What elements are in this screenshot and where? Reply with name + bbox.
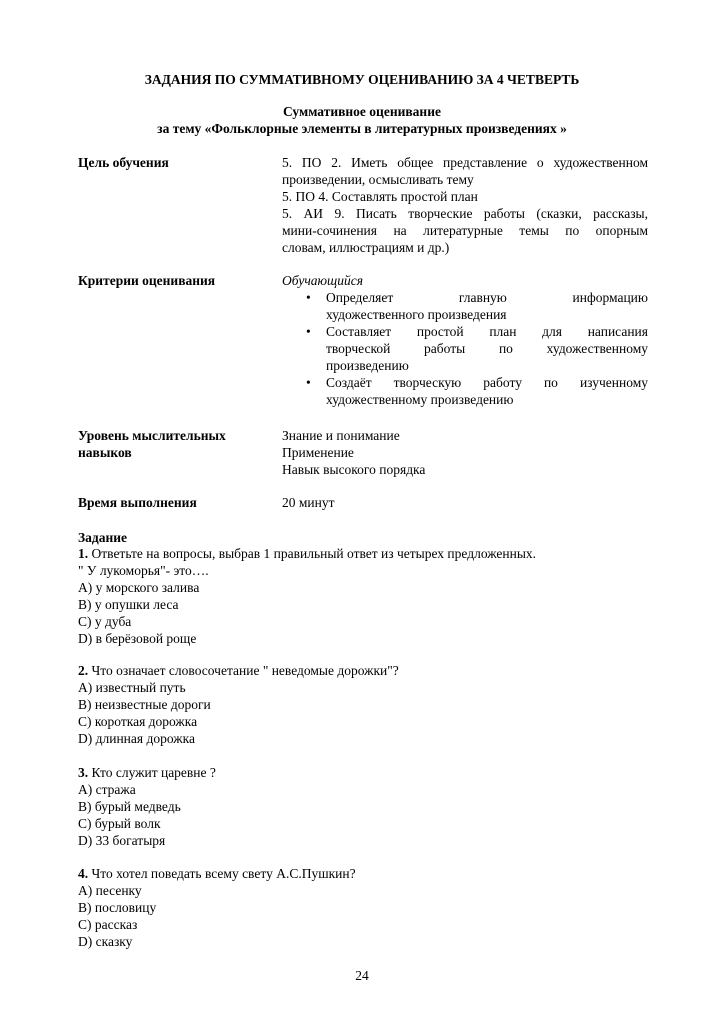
- answer-option: А) у морского залива: [78, 580, 200, 595]
- question-text: [78, 764, 648, 781]
- question-number: 3.: [78, 765, 89, 780]
- answer-option: С) бурый волк: [78, 816, 161, 831]
- answer-option: А) песенку: [78, 883, 142, 898]
- subtitle: Суммативное оценивание: [283, 104, 441, 119]
- criteria-line: произведению: [326, 358, 409, 373]
- goals-line: словам, иллюстрациям и др.): [282, 240, 450, 255]
- page-title: ЗАДАНИЯ ПО СУММАТИВНОМУ ОЦЕНИВАНИЮ ЗА 4 ЧЕТВЕРТЬ: [144, 72, 580, 87]
- answer-option: В) бурый медведь: [78, 799, 181, 814]
- level-item: Знание и понимание: [282, 428, 400, 443]
- criteria-line: художественному произведению: [326, 392, 514, 407]
- goals-line: 5. ПО 2. Иметь общее представление о художественном: [282, 155, 648, 170]
- bullet-icon: •: [306, 375, 311, 390]
- task-heading: Задание: [78, 530, 128, 545]
- subtitle-topic: за тему «Фольклорные элементы в литературных произведениях »: [157, 121, 567, 136]
- level-item: Применение: [282, 445, 354, 460]
- goals-label: Цель обучения: [78, 155, 169, 170]
- criteria-label: Критерии оценивания: [78, 273, 216, 288]
- question-text: [78, 545, 648, 562]
- criteria-item: [282, 289, 648, 323]
- goals-line: мини-сочинения на литературные темы по опорным: [282, 223, 648, 238]
- criteria-line: художественного произведения: [326, 307, 507, 322]
- criteria-value: [282, 272, 648, 408]
- question-1: [78, 545, 648, 647]
- answer-option: D) длинная дорожка: [78, 731, 195, 746]
- question-stem: Кто служит царевне ?: [88, 765, 216, 780]
- goals-value: [282, 154, 648, 256]
- page-number: 24: [355, 968, 369, 983]
- question-stem: Ответьте на вопросы, выбрав 1 правильный ответ из четырех предложенных.: [88, 546, 537, 561]
- answer-option: С) короткая дорожка: [78, 714, 198, 729]
- time-label: Время выполнения: [78, 495, 197, 510]
- answer-option: А) стража: [78, 782, 136, 797]
- levels-label-line: Уровень мыслительных: [78, 428, 226, 443]
- answer-option: С) рассказ: [78, 917, 138, 932]
- criteria-line: Составляет простой план для написания: [326, 324, 648, 339]
- question-text: [78, 865, 648, 882]
- criteria-intro: Обучающийся: [282, 273, 364, 288]
- goals-line: произведении, осмысливать тему: [282, 172, 474, 187]
- answer-option: D) в берёзовой роще: [78, 631, 197, 646]
- criteria-item: [282, 374, 648, 408]
- question-2: [78, 662, 648, 747]
- bullet-icon: •: [306, 290, 311, 305]
- levels-label: [78, 427, 226, 461]
- time-value: 20 минут: [282, 495, 335, 510]
- level-item: Навык высокого порядка: [282, 462, 426, 477]
- bullet-icon: •: [306, 324, 311, 339]
- criteria-line: творческой работы по художественному: [326, 341, 648, 356]
- question-number: 2.: [78, 663, 89, 678]
- question-text: [78, 662, 648, 679]
- question-3: [78, 764, 648, 849]
- question-sub: " У лукоморья"- это….: [78, 563, 209, 578]
- criteria-list: [282, 289, 648, 408]
- criteria-line: Создаёт творческую работу по изученному: [326, 375, 648, 390]
- levels-value: [282, 427, 648, 478]
- goals-line: 5. АИ 9. Писать творческие работы (сказки, рассказы,: [282, 206, 648, 221]
- question-stem: Что означает словосочетание " неведомые дорожки"?: [88, 663, 399, 678]
- answer-option: D) 33 богатыря: [78, 833, 166, 848]
- answer-option: В) неизвестные дороги: [78, 697, 211, 712]
- answer-option: D) сказку: [78, 934, 133, 949]
- goals-line: 5. ПО 4. Составлять простой план: [282, 189, 478, 204]
- levels-label-line: навыков: [78, 445, 132, 460]
- criteria-line: Определяет главную информацию: [326, 290, 648, 305]
- criteria-item: [282, 323, 648, 374]
- answer-option: С) у дуба: [78, 614, 132, 629]
- question-number: 1.: [78, 546, 89, 561]
- answer-option: А) известный путь: [78, 680, 186, 695]
- answer-option: В) пословицу: [78, 900, 157, 915]
- question-4: [78, 865, 648, 950]
- question-number: 4.: [78, 866, 89, 881]
- answer-option: В) у опушки леса: [78, 597, 179, 612]
- question-stem: Что хотел поведать всему свету А.С.Пушкин?: [88, 866, 356, 881]
